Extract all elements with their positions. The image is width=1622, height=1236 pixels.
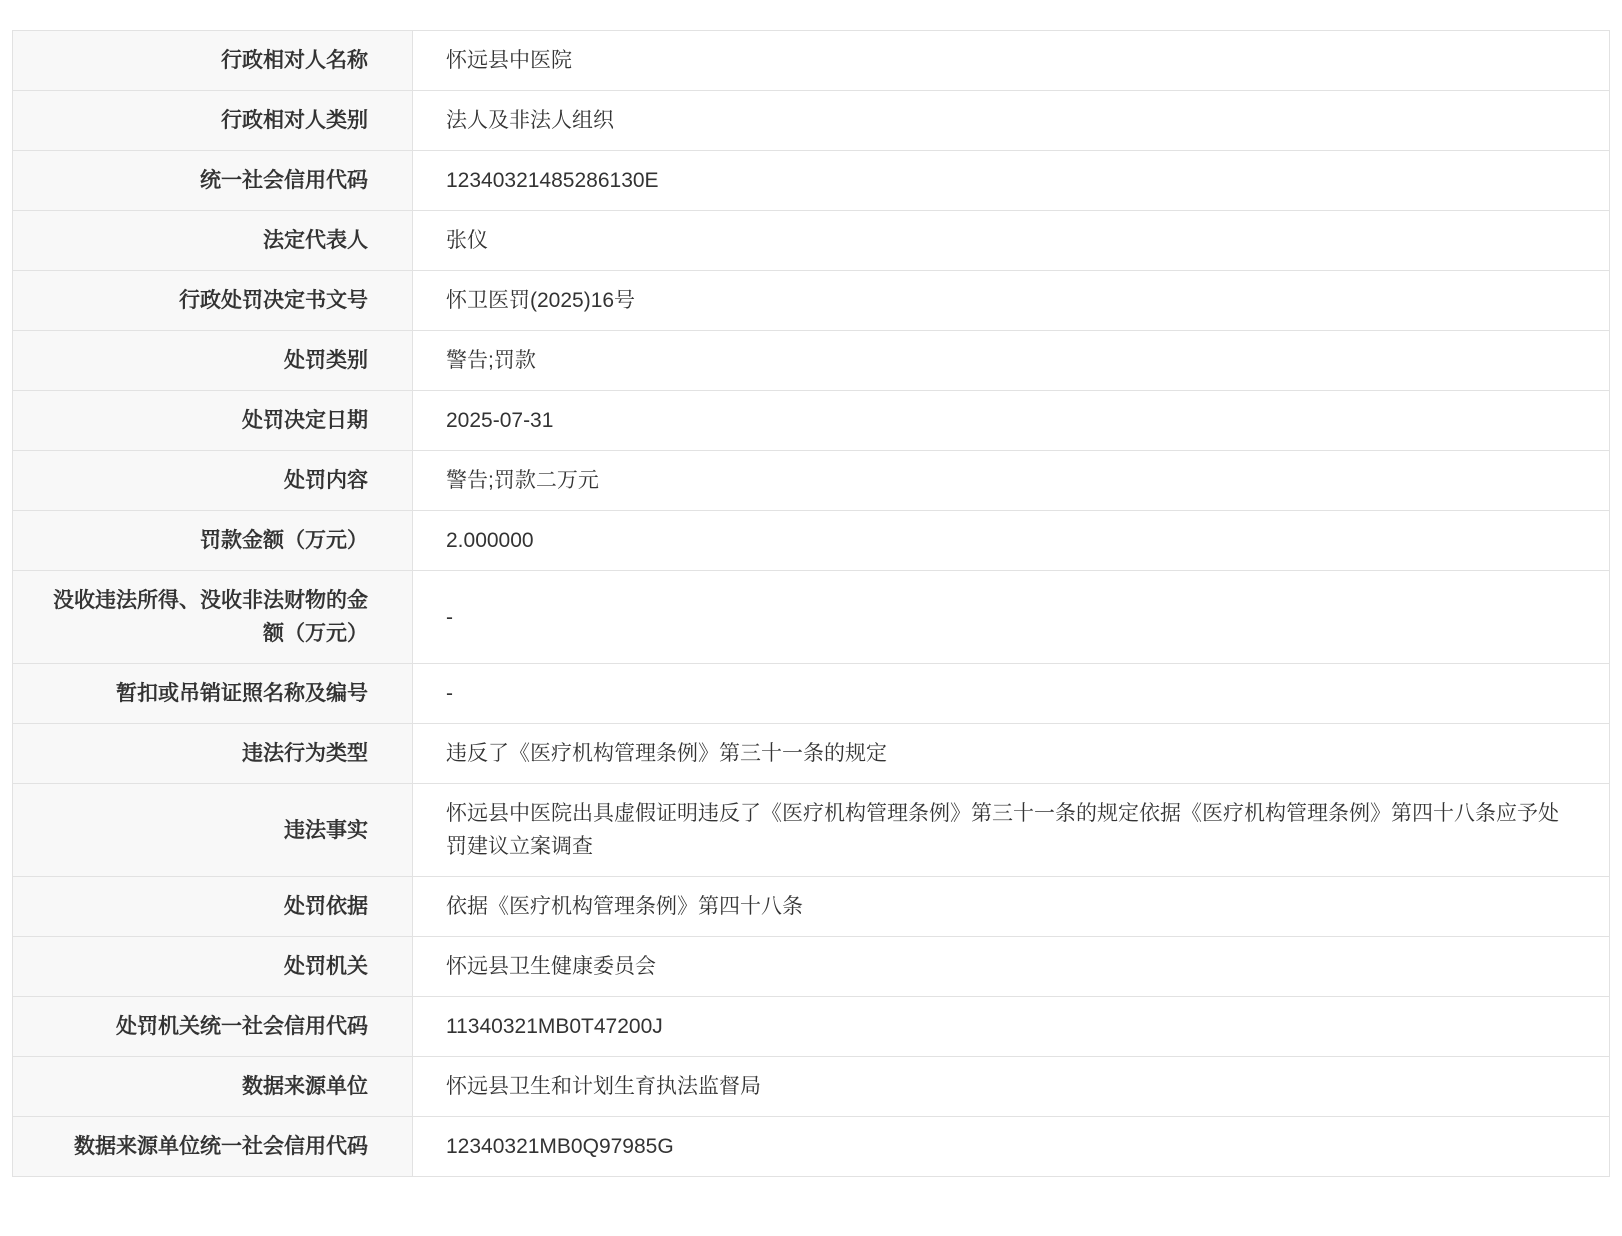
table-row xyxy=(13,511,1610,571)
row-value: 法人及非法人组织 xyxy=(413,91,1610,151)
table-row xyxy=(13,271,1610,331)
row-label: 罚款金额（万元） xyxy=(13,511,413,571)
row-value: 警告;罚款 xyxy=(413,331,1610,391)
table-row xyxy=(13,91,1610,151)
table-row xyxy=(13,211,1610,271)
row-label: 暂扣或吊销证照名称及编号 xyxy=(13,664,413,724)
row-value: 怀远县中医院 xyxy=(413,31,1610,91)
row-label: 违法行为类型 xyxy=(13,724,413,784)
row-label: 处罚依据 xyxy=(13,877,413,937)
table-row xyxy=(13,451,1610,511)
row-label: 行政处罚决定书文号 xyxy=(13,271,413,331)
row-value: 2.000000 xyxy=(413,511,1610,571)
row-label: 处罚决定日期 xyxy=(13,391,413,451)
row-value: 违反了《医疗机构管理条例》第三十一条的规定 xyxy=(413,724,1610,784)
row-value: 怀远县卫生和计划生育执法监督局 xyxy=(413,1057,1610,1117)
table-row xyxy=(13,571,1610,664)
penalty-record-table xyxy=(12,30,1610,1177)
row-label: 数据来源单位统一社会信用代码 xyxy=(13,1117,413,1177)
row-value: 张仪 xyxy=(413,211,1610,271)
table-row xyxy=(13,784,1610,877)
row-value: 怀卫医罚(2025)16号 xyxy=(413,271,1610,331)
row-value: 怀远县中医院出具虚假证明违反了《医疗机构管理条例》第三十一条的规定依据《医疗机构管理条例》第四十八条应予处罚建议立案调查 xyxy=(413,784,1610,877)
row-value: - xyxy=(413,571,1610,664)
table-row xyxy=(13,724,1610,784)
row-label: 行政相对人名称 xyxy=(13,31,413,91)
table-row xyxy=(13,877,1610,937)
row-label: 法定代表人 xyxy=(13,211,413,271)
row-label: 统一社会信用代码 xyxy=(13,151,413,211)
row-label: 处罚内容 xyxy=(13,451,413,511)
table-row xyxy=(13,997,1610,1057)
row-label: 处罚机关统一社会信用代码 xyxy=(13,997,413,1057)
row-value: 12340321485286130E xyxy=(413,151,1610,211)
table-row xyxy=(13,31,1610,91)
row-value: 12340321MB0Q97985G xyxy=(413,1117,1610,1177)
row-value: 2025-07-31 xyxy=(413,391,1610,451)
table-row xyxy=(13,331,1610,391)
row-value: 怀远县卫生健康委员会 xyxy=(413,937,1610,997)
table-row xyxy=(13,151,1610,211)
table-row xyxy=(13,391,1610,451)
row-label: 违法事实 xyxy=(13,784,413,877)
row-label: 处罚机关 xyxy=(13,937,413,997)
row-label: 数据来源单位 xyxy=(13,1057,413,1117)
row-value: 11340321MB0T47200J xyxy=(413,997,1610,1057)
table-row xyxy=(13,1057,1610,1117)
row-label: 没收违法所得、没收非法财物的金额（万元） xyxy=(13,571,413,664)
table-row xyxy=(13,937,1610,997)
table-row xyxy=(13,664,1610,724)
row-value: 警告;罚款二万元 xyxy=(413,451,1610,511)
penalty-record-table-body xyxy=(13,31,1610,1177)
row-value: - xyxy=(413,664,1610,724)
row-value: 依据《医疗机构管理条例》第四十八条 xyxy=(413,877,1610,937)
table-row xyxy=(13,1117,1610,1177)
row-label: 处罚类别 xyxy=(13,331,413,391)
row-label: 行政相对人类别 xyxy=(13,91,413,151)
